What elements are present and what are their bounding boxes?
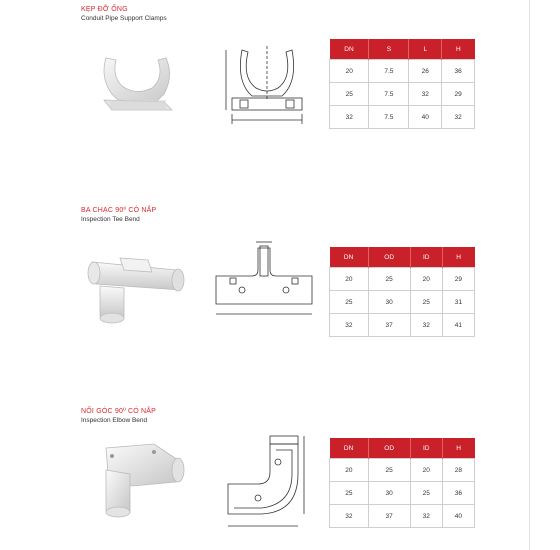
table-cell: 40 [409, 106, 442, 129]
table-row [330, 505, 475, 528]
col-header: H [442, 247, 474, 268]
product-title-en: Inspection Tee Bend [81, 216, 140, 223]
table-cell: 7.5 [369, 83, 409, 106]
table-cell: 25 [368, 268, 410, 291]
col-header: OD [368, 247, 410, 268]
table-cell: 25 [410, 291, 442, 314]
spec-table-clamp [329, 39, 475, 129]
col-header: OD [368, 438, 410, 459]
spec-table-elbow [329, 438, 475, 528]
product-title-vn: BA CHẠC 90º CÓ NẮP [81, 207, 157, 214]
table-cell: 20 [410, 268, 442, 291]
table-row [330, 83, 475, 106]
col-header: ID [410, 247, 442, 268]
table-row [330, 268, 475, 291]
product-title-vn: KẸP ĐỠ ỐNG [81, 6, 128, 13]
table-cell: 25 [368, 459, 410, 482]
table-cell: 30 [368, 291, 410, 314]
table-cell: 32 [409, 83, 442, 106]
table-cell: 25 [330, 83, 369, 106]
table-cell: 32 [410, 314, 442, 337]
table-cell: 25 [330, 291, 369, 314]
table-cell: 36 [442, 482, 474, 505]
table-cell: 32 [330, 505, 369, 528]
col-header: L [409, 39, 442, 60]
table-cell: 36 [442, 60, 475, 83]
table-cell: 29 [442, 268, 474, 291]
tee-drawing [208, 240, 320, 324]
table-cell: 32 [442, 106, 475, 129]
table-cell: 25 [410, 482, 442, 505]
table-cell: 32 [330, 106, 369, 129]
col-header: ID [410, 438, 442, 459]
table-cell: 29 [442, 83, 475, 106]
col-header: H [442, 438, 474, 459]
table-cell: 31 [442, 291, 474, 314]
table-cell: 20 [330, 60, 369, 83]
page-edge-line [529, 0, 530, 550]
elbow-photo [84, 430, 194, 528]
table-cell: 37 [368, 314, 410, 337]
table-cell: 30 [368, 482, 410, 505]
product-title-en: Inspection Elbow Bend [81, 417, 148, 424]
table-cell: 7.5 [369, 60, 409, 83]
table-cell: 20 [410, 459, 442, 482]
clamp-photo [92, 48, 188, 120]
table-cell: 32 [330, 314, 369, 337]
product-title-en: Conduit Pipe Support Clamps [81, 15, 167, 22]
table-cell: 20 [330, 459, 369, 482]
spec-table-tee [329, 247, 475, 337]
elbow-drawing [218, 432, 310, 538]
table-cell: 25 [330, 482, 369, 505]
table-row [330, 291, 475, 314]
table-cell: 20 [330, 268, 369, 291]
product-title-vn: NỐI GÓC 90º CÓ NẮP [81, 408, 157, 415]
table-cell: 7.5 [369, 106, 409, 129]
table-row [330, 459, 475, 482]
table-cell: 32 [410, 505, 442, 528]
table-row [330, 60, 475, 83]
col-header: S [369, 39, 409, 60]
table-cell: 37 [368, 505, 410, 528]
table-cell: 41 [442, 314, 474, 337]
table-row [330, 106, 475, 129]
table-cell: 40 [442, 505, 474, 528]
table-row [330, 482, 475, 505]
table-cell: 26 [409, 60, 442, 83]
clamp-drawing [222, 42, 312, 134]
table-row [330, 314, 475, 337]
table-cell: 28 [442, 459, 474, 482]
tee-photo [80, 240, 192, 330]
col-header: DN [330, 39, 369, 60]
col-header: DN [330, 438, 369, 459]
col-header: H [442, 39, 475, 60]
col-header: DN [330, 247, 369, 268]
